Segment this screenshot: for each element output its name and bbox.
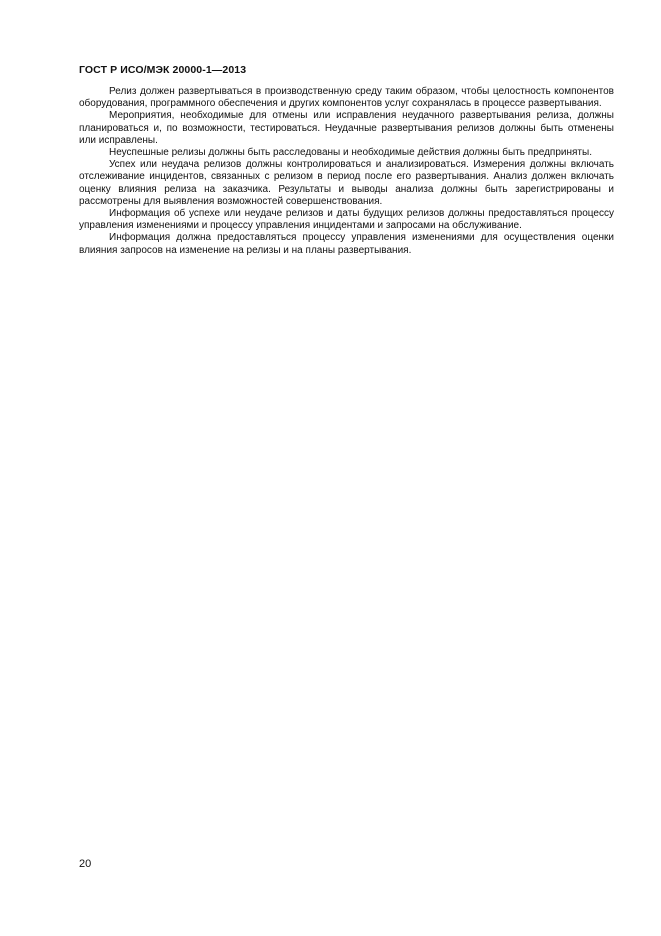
document-body	[79, 86, 614, 257]
paragraph: Информация об успехе или неудаче релизов и даты будущих релизов должны предоставляться процессу управления изменениями и процессу управления инцидентами и запросами на обслуживание.	[79, 208, 614, 232]
page-number: 20	[79, 858, 92, 870]
document-header: ГОСТ Р ИСО/МЭК 20000-1—2013	[79, 64, 247, 76]
paragraph: Успех или неудача релизов должны контролироваться и анализироваться. Измерения должны включать отслеживание инцидентов, связанных с релизом в период после его развертывания. Анализ должен включать оценку влияния релиза на заказчика. Результаты и выводы анализа должны быть зарегистрированы и рассмотрены для выявления возможностей совершенствования.	[79, 159, 614, 207]
paragraph: Мероприятия, необходимые для отмены или исправления неудачного развертывания релиза, должны планироваться и, по возможности, тестироваться. Неудачные развертывания релизов должны быть отменены или исправлены.	[79, 110, 614, 146]
paragraph: Информация должна предоставляться процессу управления изменениями для осуществления оценки влияния запросов на изменение на релизы и на планы развертывания.	[79, 232, 614, 256]
paragraph: Неуспешные релизы должны быть расследованы и необходимые действия должны быть предприняты.	[109, 147, 592, 159]
paragraph: Релиз должен развертываться в производственную среду таким образом, чтобы целостность компонентов оборудования, программного обеспечения и других компонентов услуг сохранялась в процессе развертывания.	[79, 86, 614, 110]
